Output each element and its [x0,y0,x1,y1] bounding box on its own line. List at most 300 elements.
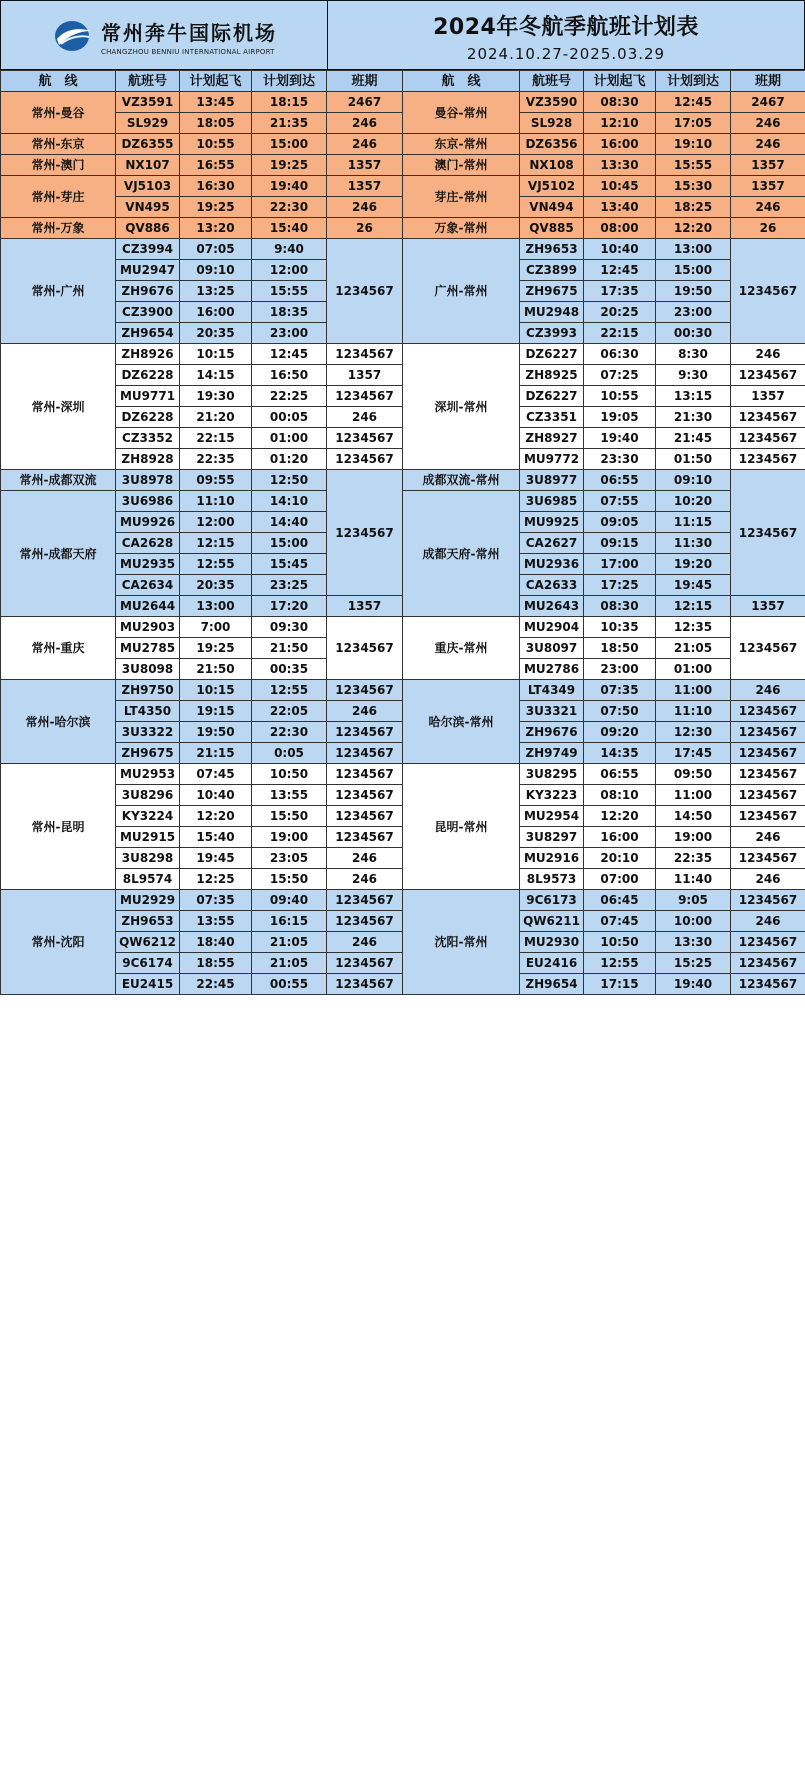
cell-arrival: 12:00 [252,260,327,281]
cell-departure: 07:45 [180,764,252,785]
cell-return-arrival: 17:05 [656,113,731,134]
cell-arrival: 18:35 [252,302,327,323]
cell-days: 1234567 [327,974,403,995]
cell-return-days: 1234567 [731,764,805,785]
flight-schedule-table [0,70,805,995]
cell-return-departure: 13:30 [584,155,656,176]
cell-return-departure: 23:00 [584,659,656,680]
page-title: 2024年冬航季航班计划表 [433,14,699,40]
cell-flight-no: MU2644 [116,596,180,617]
cell-days: 1234567 [327,806,403,827]
cell-return-arrival: 19:45 [656,575,731,596]
col-header-arrival: 计划到达 [252,71,327,92]
cell-departure: 13:20 [180,218,252,239]
cell-return-flight-no: MU9925 [520,512,584,533]
cell-flight-no: DZ6228 [116,407,180,428]
cell-flight-no: CA2634 [116,575,180,596]
cell-departure: 07:05 [180,239,252,260]
cell-return-route: 哈尔滨-常州 [403,680,520,764]
cell-return-arrival: 15:55 [656,155,731,176]
cell-return-arrival: 8:30 [656,344,731,365]
cell-arrival: 13:55 [252,785,327,806]
cell-return-arrival: 01:50 [656,449,731,470]
cell-return-arrival: 11:00 [656,785,731,806]
cell-flight-no: CZ3352 [116,428,180,449]
cell-departure: 18:05 [180,113,252,134]
airport-logo-block [1,1,328,71]
cell-flight-no: CZ3900 [116,302,180,323]
cell-days: 1234567 [327,890,403,911]
cell-return-departure: 07:45 [584,911,656,932]
cell-arrival: 21:05 [252,932,327,953]
cell-days: 1234567 [327,449,403,470]
cell-return-days: 26 [731,218,805,239]
cell-departure: 14:15 [180,365,252,386]
table-row [1,134,805,155]
cell-return-departure: 10:55 [584,386,656,407]
cell-return-departure: 17:15 [584,974,656,995]
cell-flight-no: NX107 [116,155,180,176]
cell-arrival: 15:50 [252,869,327,890]
table-row [1,617,805,638]
table-row [1,680,805,701]
table-row [1,176,805,197]
cell-route: 常州-澳门 [1,155,116,176]
cell-departure: 12:25 [180,869,252,890]
schedule-body [1,92,805,995]
table-row [1,155,805,176]
cell-days: 1234567 [327,953,403,974]
cell-arrival: 12:50 [252,470,327,491]
cell-return-departure: 12:10 [584,113,656,134]
cell-return-arrival: 14:50 [656,806,731,827]
cell-return-departure: 08:30 [584,92,656,113]
cell-arrival: 21:50 [252,638,327,659]
cell-return-flight-no: ZH9654 [520,974,584,995]
cell-return-flight-no: CZ3993 [520,323,584,344]
cell-route: 常州-深圳 [1,344,116,470]
cell-return-departure: 06:55 [584,764,656,785]
cell-return-departure: 12:55 [584,953,656,974]
cell-return-days: 246 [731,344,805,365]
cell-departure: 16:30 [180,176,252,197]
cell-route: 常州-万象 [1,218,116,239]
cell-return-flight-no: DZ6227 [520,386,584,407]
col-header-return-arrival: 计划到达 [656,71,731,92]
cell-return-route: 东京-常州 [403,134,520,155]
cell-route: 常州-东京 [1,134,116,155]
cell-return-flight-no: VJ5102 [520,176,584,197]
cell-return-flight-no: LT4349 [520,680,584,701]
cell-return-flight-no: ZH9749 [520,743,584,764]
cell-return-flight-no: KY3223 [520,785,584,806]
cell-return-flight-no: MU9772 [520,449,584,470]
cell-return-arrival: 12:20 [656,218,731,239]
table-row [1,764,805,785]
cell-departure: 19:15 [180,701,252,722]
cell-departure: 15:40 [180,827,252,848]
cell-return-days: 246 [731,197,805,218]
cell-return-flight-no: 3U3321 [520,701,584,722]
cell-arrival: 01:20 [252,449,327,470]
cell-return-arrival: 21:05 [656,638,731,659]
cell-flight-no: MU2929 [116,890,180,911]
cell-departure: 18:55 [180,953,252,974]
cell-departure: 13:55 [180,911,252,932]
cell-route: 常州-成都双流 [1,470,116,491]
cell-return-flight-no: ZH9675 [520,281,584,302]
table-row [1,890,805,911]
cell-return-arrival: 12:15 [656,596,731,617]
cell-return-departure: 19:05 [584,407,656,428]
cell-return-departure: 23:30 [584,449,656,470]
cell-return-flight-no: 3U8297 [520,827,584,848]
cell-return-arrival: 9:30 [656,365,731,386]
cell-flight-no: MU2903 [116,617,180,638]
cell-return-departure: 07:00 [584,869,656,890]
cell-days: 1234567 [327,680,403,701]
cell-return-days: 246 [731,113,805,134]
cell-days: 1234567 [327,743,403,764]
cell-return-route: 重庆-常州 [403,617,520,680]
cell-return-arrival: 13:15 [656,386,731,407]
cell-return-departure: 12:45 [584,260,656,281]
cell-return-departure: 18:50 [584,638,656,659]
cell-return-departure: 08:00 [584,218,656,239]
cell-departure: 10:15 [180,680,252,701]
cell-return-departure: 06:45 [584,890,656,911]
cell-flight-no: ZH9654 [116,323,180,344]
cell-return-flight-no: MU2948 [520,302,584,323]
cell-arrival: 16:15 [252,911,327,932]
cell-arrival: 15:40 [252,218,327,239]
cell-departure: 10:55 [180,134,252,155]
cell-return-departure: 16:00 [584,827,656,848]
cell-departure: 22:35 [180,449,252,470]
table-row [1,344,805,365]
cell-return-arrival: 11:10 [656,701,731,722]
cell-arrival: 12:45 [252,344,327,365]
cell-return-flight-no: CA2627 [520,533,584,554]
cell-flight-no: 9C6174 [116,953,180,974]
cell-arrival: 22:30 [252,197,327,218]
cell-departure: 22:45 [180,974,252,995]
cell-arrival: 19:40 [252,176,327,197]
cell-return-days: 1234567 [731,785,805,806]
cell-return-departure: 09:20 [584,722,656,743]
cell-return-flight-no: MU2916 [520,848,584,869]
cell-return-days: 1234567 [731,449,805,470]
cell-days: 246 [327,701,403,722]
cell-departure: 09:10 [180,260,252,281]
cell-arrival: 9:40 [252,239,327,260]
cell-arrival: 16:50 [252,365,327,386]
cell-return-days: 1234567 [731,428,805,449]
cell-return-flight-no: 3U8977 [520,470,584,491]
cell-flight-no: 3U8978 [116,470,180,491]
cell-departure: 20:35 [180,323,252,344]
cell-return-arrival: 21:45 [656,428,731,449]
cell-departure: 12:15 [180,533,252,554]
cell-arrival: 01:00 [252,428,327,449]
cell-arrival: 15:55 [252,281,327,302]
cell-return-days: 1234567 [731,470,805,596]
cell-return-flight-no: EU2416 [520,953,584,974]
cell-route: 常州-重庆 [1,617,116,680]
cell-departure: 20:35 [180,575,252,596]
cell-return-route: 万象-常州 [403,218,520,239]
cell-route: 常州-沈阳 [1,890,116,995]
cell-days: 1357 [327,596,403,617]
cell-return-departure: 22:15 [584,323,656,344]
cell-arrival: 21:05 [252,953,327,974]
schedule-table-wrap [0,70,805,995]
cell-arrival: 00:05 [252,407,327,428]
cell-days: 1234567 [327,827,403,848]
cell-return-flight-no: ZH8927 [520,428,584,449]
cell-return-days: 1234567 [731,239,805,344]
cell-days: 1234567 [327,911,403,932]
cell-return-departure: 20:10 [584,848,656,869]
cell-return-flight-no: MU2786 [520,659,584,680]
cell-days: 1234567 [327,239,403,344]
cell-departure: 16:55 [180,155,252,176]
table-row [1,92,805,113]
cell-return-arrival: 19:00 [656,827,731,848]
cell-days: 246 [327,869,403,890]
cell-arrival: 22:25 [252,386,327,407]
cell-return-arrival: 19:50 [656,281,731,302]
cell-return-days: 246 [731,869,805,890]
col-header-return-flight-no: 航班号 [520,71,584,92]
cell-return-departure: 09:15 [584,533,656,554]
cell-flight-no: 3U8296 [116,785,180,806]
cell-departure: 13:45 [180,92,252,113]
cell-arrival: 19:00 [252,827,327,848]
col-header-flight-no: 航班号 [116,71,180,92]
cell-return-days: 246 [731,827,805,848]
cell-departure: 22:15 [180,428,252,449]
cell-return-arrival: 12:35 [656,617,731,638]
cell-return-arrival: 09:50 [656,764,731,785]
cell-return-flight-no: NX108 [520,155,584,176]
cell-departure: 07:35 [180,890,252,911]
page-header [0,0,805,70]
cell-flight-no: SL929 [116,113,180,134]
cell-departure: 7:00 [180,617,252,638]
cell-departure: 21:50 [180,659,252,680]
cell-return-arrival: 12:45 [656,92,731,113]
cell-return-departure: 12:20 [584,806,656,827]
cell-return-arrival: 9:05 [656,890,731,911]
col-header-return-days: 班期 [731,71,805,92]
cell-return-arrival: 21:30 [656,407,731,428]
cell-days: 246 [327,932,403,953]
cell-return-arrival: 22:35 [656,848,731,869]
cell-return-route: 澳门-常州 [403,155,520,176]
cell-flight-no: MU2785 [116,638,180,659]
cell-days: 1357 [327,176,403,197]
cell-arrival: 15:00 [252,533,327,554]
cell-route: 常州-成都天府 [1,491,116,617]
cell-return-departure: 07:25 [584,365,656,386]
cell-days: 246 [327,197,403,218]
cell-flight-no: QV886 [116,218,180,239]
cell-days: 2467 [327,92,403,113]
cell-return-flight-no: SL928 [520,113,584,134]
cell-return-days: 1234567 [731,407,805,428]
cell-return-departure: 10:45 [584,176,656,197]
cell-return-route: 昆明-常州 [403,764,520,890]
col-header-route: 航 线 [1,71,116,92]
cell-departure: 19:50 [180,722,252,743]
cell-flight-no: VZ3591 [116,92,180,113]
cell-return-departure: 17:35 [584,281,656,302]
cell-return-arrival: 13:00 [656,239,731,260]
cell-return-route: 广州-常州 [403,239,520,344]
cell-return-flight-no: QW6211 [520,911,584,932]
cell-return-route: 深圳-常州 [403,344,520,470]
cell-days: 26 [327,218,403,239]
cell-days: 1234567 [327,617,403,680]
cell-return-departure: 17:00 [584,554,656,575]
cell-days: 1234567 [327,722,403,743]
cell-days: 1234567 [327,470,403,596]
cell-return-flight-no: CZ3899 [520,260,584,281]
cell-return-flight-no: 3U8295 [520,764,584,785]
cell-flight-no: ZH9750 [116,680,180,701]
cell-flight-no: ZH9676 [116,281,180,302]
cell-days: 1357 [327,365,403,386]
cell-return-departure: 13:40 [584,197,656,218]
cell-return-departure: 09:05 [584,512,656,533]
cell-return-flight-no: DZ6227 [520,344,584,365]
cell-days: 246 [327,848,403,869]
cell-departure: 12:20 [180,806,252,827]
cell-return-arrival: 01:00 [656,659,731,680]
cell-return-departure: 14:35 [584,743,656,764]
cell-flight-no: CA2628 [116,533,180,554]
cell-flight-no: ZH9653 [116,911,180,932]
schedule-title-block [328,1,804,71]
cell-arrival: 00:55 [252,974,327,995]
cell-arrival: 21:35 [252,113,327,134]
table-row [1,470,805,491]
cell-return-flight-no: MU2954 [520,806,584,827]
cell-flight-no: DZ6355 [116,134,180,155]
cell-days: 246 [327,407,403,428]
cell-flight-no: VN495 [116,197,180,218]
cell-flight-no: EU2415 [116,974,180,995]
cell-return-departure: 10:40 [584,239,656,260]
cell-arrival: 22:05 [252,701,327,722]
cell-return-departure: 08:30 [584,596,656,617]
cell-return-arrival: 17:45 [656,743,731,764]
cell-arrival: 18:15 [252,92,327,113]
cell-departure: 19:25 [180,638,252,659]
cell-return-arrival: 11:30 [656,533,731,554]
cell-return-departure: 19:40 [584,428,656,449]
cell-return-arrival: 19:10 [656,134,731,155]
col-header-days: 班期 [327,71,403,92]
cell-return-arrival: 13:30 [656,932,731,953]
cell-flight-no: DZ6228 [116,365,180,386]
cell-return-flight-no: VN494 [520,197,584,218]
cell-flight-no: ZH8926 [116,344,180,365]
cell-arrival: 15:45 [252,554,327,575]
cell-flight-no: MU2953 [116,764,180,785]
cell-return-flight-no: VZ3590 [520,92,584,113]
cell-return-days: 1234567 [731,806,805,827]
cell-arrival: 12:55 [252,680,327,701]
cell-departure: 12:55 [180,554,252,575]
airport-logo [51,17,277,56]
cell-return-arrival: 11:40 [656,869,731,890]
cell-flight-no: 3U8298 [116,848,180,869]
cell-return-days: 1234567 [731,722,805,743]
cell-return-arrival: 19:40 [656,974,731,995]
cell-flight-no: 3U6986 [116,491,180,512]
cell-return-arrival: 00:30 [656,323,731,344]
cell-flight-no: ZH9675 [116,743,180,764]
cell-days: 1234567 [327,386,403,407]
cell-departure: 13:25 [180,281,252,302]
cell-flight-no: LT4350 [116,701,180,722]
table-header-row [1,71,805,92]
cell-route: 常州-昆明 [1,764,116,890]
cell-departure: 19:25 [180,197,252,218]
cell-departure: 21:20 [180,407,252,428]
cell-departure: 10:40 [180,785,252,806]
cell-return-departure: 16:00 [584,134,656,155]
cell-return-route: 成都天府-常州 [403,491,520,617]
cell-return-days: 2467 [731,92,805,113]
cell-departure: 10:15 [180,344,252,365]
cell-return-flight-no: 3U6985 [520,491,584,512]
cell-departure: 11:10 [180,491,252,512]
cell-return-arrival: 15:30 [656,176,731,197]
cell-days: 1234567 [327,764,403,785]
cell-arrival: 17:20 [252,596,327,617]
cell-return-arrival: 15:00 [656,260,731,281]
cell-flight-no: CZ3994 [116,239,180,260]
cell-days: 1357 [327,155,403,176]
cell-return-days: 1234567 [731,974,805,995]
cell-return-flight-no: MU2936 [520,554,584,575]
cell-return-flight-no: MU2904 [520,617,584,638]
cell-arrival: 15:50 [252,806,327,827]
cell-return-flight-no: ZH8925 [520,365,584,386]
cell-return-days: 1357 [731,155,805,176]
cell-departure: 21:15 [180,743,252,764]
cell-return-arrival: 11:15 [656,512,731,533]
cell-arrival: 0:05 [252,743,327,764]
cell-arrival: 09:40 [252,890,327,911]
cell-flight-no: MU2935 [116,554,180,575]
cell-arrival: 22:30 [252,722,327,743]
col-header-return-departure: 计划起飞 [584,71,656,92]
cell-return-arrival: 09:10 [656,470,731,491]
cell-return-route: 沈阳-常州 [403,890,520,995]
table-row [1,491,805,512]
cell-return-route: 曼谷-常州 [403,92,520,134]
cell-return-flight-no: ZH9676 [520,722,584,743]
cell-return-departure: 10:50 [584,932,656,953]
schedule-period: 2024.10.27-2025.03.29 [466,44,666,63]
cell-return-arrival: 11:00 [656,680,731,701]
cell-arrival: 23:00 [252,323,327,344]
cell-return-flight-no: MU2643 [520,596,584,617]
